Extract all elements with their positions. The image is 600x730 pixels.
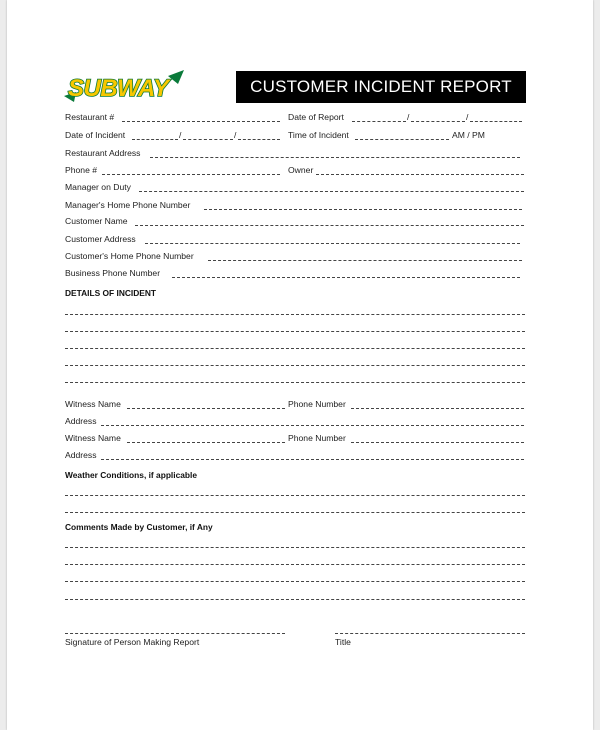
label-witness-name-1: Witness Name — [65, 399, 121, 409]
date-separator: / — [407, 112, 410, 122]
field-title[interactable] — [335, 633, 525, 634]
report-title: CUSTOMER INCIDENT REPORT — [236, 71, 526, 103]
weather-line[interactable] — [65, 495, 525, 496]
field-restaurant-address[interactable] — [150, 157, 520, 158]
comments-line[interactable] — [65, 599, 525, 600]
field-incident-year[interactable] — [238, 139, 280, 140]
label-witness-address-2: Address — [65, 450, 97, 460]
date-separator: / — [179, 130, 182, 140]
label-time-of-incident: Time of Incident — [288, 130, 349, 140]
label-customer-home-phone: Customer's Home Phone Number — [65, 251, 194, 261]
details-line[interactable] — [65, 382, 525, 383]
label-date-of-incident: Date of Incident — [65, 130, 126, 140]
field-business-phone[interactable] — [172, 277, 520, 278]
field-customer-name[interactable] — [135, 225, 524, 226]
field-witness-phone-1[interactable] — [351, 408, 524, 409]
field-witness-address-2[interactable] — [101, 459, 524, 460]
field-restaurant-number[interactable] — [122, 121, 280, 122]
label-signature: Signature of Person Making Report — [65, 637, 200, 647]
details-line[interactable] — [65, 348, 525, 349]
heading-details-of-incident: DETAILS OF INCIDENT — [65, 288, 157, 298]
comments-line[interactable] — [65, 547, 525, 548]
field-witness-address-1[interactable] — [101, 425, 524, 426]
field-incident-day[interactable] — [183, 139, 233, 140]
field-witness-name-1[interactable] — [127, 408, 285, 409]
details-line[interactable] — [65, 314, 525, 315]
field-customer-home-phone[interactable] — [208, 260, 522, 261]
field-incident-month[interactable] — [132, 139, 178, 140]
comments-line[interactable] — [65, 564, 525, 565]
field-report-day[interactable] — [411, 121, 465, 122]
label-am-pm: AM / PM — [452, 130, 485, 140]
field-manager-on-duty[interactable] — [139, 191, 524, 192]
label-witness-phone-2: Phone Number — [288, 433, 346, 443]
field-owner[interactable] — [316, 174, 524, 175]
details-line[interactable] — [65, 331, 525, 332]
field-manager-home-phone[interactable] — [204, 209, 522, 210]
heading-customer-comments: Comments Made by Customer, if Any — [65, 522, 213, 532]
label-manager-on-duty: Manager on Duty — [65, 182, 131, 192]
details-line[interactable] — [65, 365, 525, 366]
label-business-phone: Business Phone Number — [65, 268, 161, 278]
label-restaurant-number: Restaurant # — [65, 112, 115, 122]
field-witness-phone-2[interactable] — [351, 442, 524, 443]
label-manager-home-phone: Manager's Home Phone Number — [65, 200, 191, 210]
field-customer-address[interactable] — [145, 243, 520, 244]
field-report-year[interactable] — [470, 121, 522, 122]
field-signature[interactable] — [65, 633, 285, 634]
comments-line[interactable] — [65, 581, 525, 582]
field-time-of-incident[interactable] — [355, 139, 449, 140]
label-title: Title — [335, 637, 351, 647]
label-owner: Owner — [288, 165, 314, 175]
svg-text:SUBWAY: SUBWAY — [68, 75, 169, 102]
heading-weather-conditions: Weather Conditions, if applicable — [65, 470, 198, 480]
label-phone: Phone # — [65, 165, 98, 175]
field-witness-name-2[interactable] — [127, 442, 285, 443]
label-witness-name-2: Witness Name — [65, 433, 121, 443]
label-customer-name: Customer Name — [65, 216, 128, 226]
label-witness-phone-1: Phone Number — [288, 399, 346, 409]
field-report-month[interactable] — [352, 121, 406, 122]
weather-line[interactable] — [65, 512, 525, 513]
date-separator: / — [234, 130, 237, 140]
label-witness-address-1: Address — [65, 416, 97, 426]
label-date-of-report: Date of Report — [288, 112, 344, 122]
date-separator: / — [466, 112, 469, 122]
label-restaurant-address: Restaurant Address — [65, 148, 141, 158]
field-phone[interactable] — [102, 174, 280, 175]
label-customer-address: Customer Address — [65, 234, 136, 244]
